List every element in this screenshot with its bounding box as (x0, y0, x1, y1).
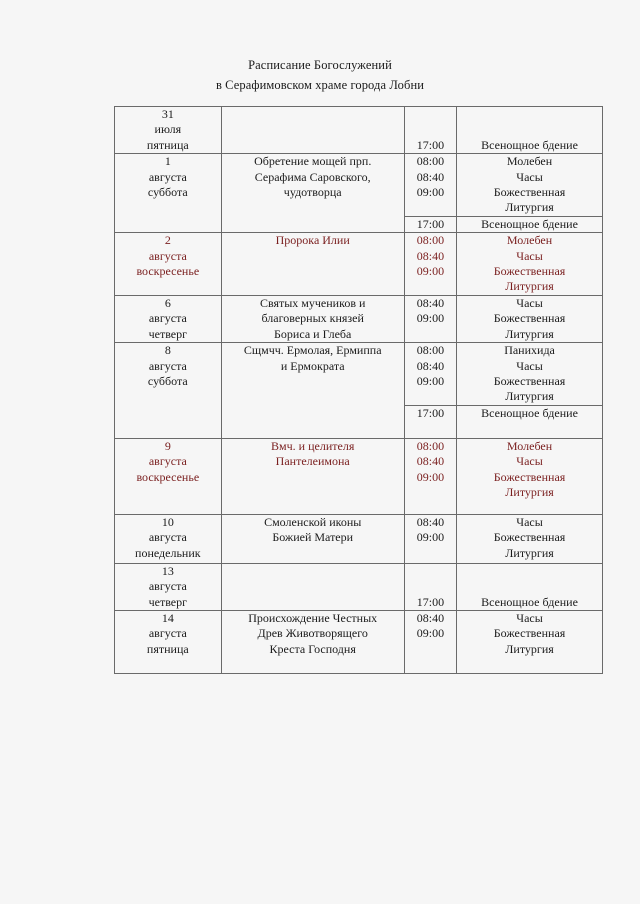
date-cell (115, 514, 222, 563)
service-time: 09:00 (416, 311, 445, 326)
table-row (115, 107, 603, 154)
time-cell (404, 216, 456, 232)
service-name: Панихида (504, 343, 555, 358)
feast-cell (221, 154, 404, 233)
service-name: Молебен (506, 154, 553, 169)
service-time: 08:40 (416, 514, 445, 529)
service-time: 17:00 (416, 216, 445, 231)
date-weekday: суббота (147, 185, 188, 200)
date-day: 13 (161, 563, 174, 578)
table-row (115, 610, 603, 673)
service-name: Литургия (505, 326, 554, 341)
time-cell (404, 405, 456, 438)
feast-line: Пророка Илии (275, 233, 350, 248)
service-time: 17:00 (416, 594, 445, 609)
date-cell (115, 154, 222, 233)
date-cell (115, 610, 222, 673)
schedule-subtitle: в Серафимовском храме города Лобни (215, 78, 425, 92)
schedule-table (114, 106, 603, 674)
service-name: Божественная (493, 185, 566, 200)
time-cell (404, 610, 456, 673)
feast-cell (221, 610, 404, 673)
feast-line: Сщмчч. Ермолая, Ермиппа (243, 343, 382, 358)
date-cell (115, 563, 222, 610)
time-cell (404, 438, 456, 514)
service-name: Литургия (505, 200, 554, 215)
service-time: 09:00 (416, 185, 445, 200)
date-day: 10 (161, 514, 174, 529)
feast-cell (221, 343, 404, 439)
service-cell (457, 438, 603, 514)
date-day: 8 (164, 343, 171, 358)
date-month: августа (148, 454, 187, 469)
feast-line: Смоленской иконы (264, 514, 362, 529)
service-time: 09:00 (416, 530, 445, 545)
date-month: августа (148, 248, 187, 263)
date-weekday: суббота (147, 373, 188, 388)
service-cell (457, 154, 603, 217)
date-month: августа (148, 530, 187, 545)
feast-line: Святых мучеников и (259, 295, 366, 310)
feast-line: Обретение мощей прп. (254, 154, 372, 169)
service-name: Божественная (493, 469, 566, 484)
date-day: 14 (161, 610, 174, 625)
date-cell (115, 233, 222, 296)
feast-cell (221, 438, 404, 514)
time-cell (404, 107, 456, 154)
date-weekday: понедельник (135, 545, 201, 560)
service-name: Литургия (505, 641, 554, 656)
feast-cell (221, 563, 404, 610)
time-cell (404, 563, 456, 610)
service-cell (457, 343, 603, 406)
feast-cell (221, 514, 404, 563)
feast-cell (221, 107, 404, 154)
service-name: Литургия (505, 545, 554, 560)
service-cell (457, 233, 603, 296)
service-cell (457, 405, 603, 438)
service-name: Литургия (505, 389, 554, 404)
service-name: Литургия (505, 484, 554, 499)
date-cell (115, 295, 222, 342)
date-day: 1 (164, 154, 171, 169)
table-row (115, 233, 603, 296)
service-cell (457, 514, 603, 563)
date-weekday: воскресенье (136, 469, 200, 484)
date-weekday: четверг (148, 326, 188, 341)
service-name: Часы (516, 514, 543, 529)
table-row (115, 514, 603, 563)
time-cell (404, 514, 456, 563)
service-name: Часы (516, 295, 543, 310)
service-cell (457, 216, 603, 232)
date-month: июля (154, 122, 182, 137)
date-cell (115, 343, 222, 439)
date-cell (115, 438, 222, 514)
table-row (115, 438, 603, 514)
service-time: 09:00 (416, 373, 445, 388)
service-time: 08:00 (416, 233, 445, 248)
date-weekday: пятница (146, 137, 189, 152)
date-month: августа (148, 579, 187, 594)
date-day: 9 (164, 438, 171, 453)
feast-line: Серафима Саровского, (254, 169, 371, 184)
service-name: Часы (516, 169, 543, 184)
time-cell (404, 343, 456, 406)
feast-line: благоверных князей (261, 311, 364, 326)
feast-line: Бориса и Глеба (274, 326, 352, 341)
service-name: Часы (516, 610, 543, 625)
service-time: 17:00 (416, 405, 445, 420)
service-time: 08:40 (416, 454, 445, 469)
service-time: 09:00 (416, 626, 445, 641)
feast-line: Пантелеимона (275, 454, 350, 469)
service-time: 08:00 (416, 154, 445, 169)
service-cell (457, 107, 603, 154)
date-weekday: четверг (148, 594, 188, 609)
schedule-title: Расписание Богослужений (248, 58, 392, 72)
service-time: 08:00 (416, 438, 445, 453)
table-row (115, 295, 603, 342)
date-day: 6 (164, 295, 171, 310)
table-row (115, 343, 603, 406)
service-name: Всенощное бдение (481, 405, 578, 420)
service-name: Всенощное бдение (481, 594, 578, 609)
feast-line: Древ Животворящего (257, 626, 368, 641)
service-time: 08:40 (416, 295, 445, 310)
service-name: Божественная (493, 264, 566, 279)
time-cell (404, 154, 456, 217)
service-time: 08:40 (416, 358, 445, 373)
date-day: 2 (164, 233, 171, 248)
service-cell (457, 295, 603, 342)
service-name: Божественная (493, 626, 566, 641)
service-name: Всенощное бдение (481, 137, 578, 152)
service-name: Молебен (506, 233, 553, 248)
feast-line: Креста Господня (269, 641, 356, 656)
date-day: 31 (161, 107, 174, 121)
service-time: 08:40 (416, 169, 445, 184)
feast-line: и Ермократа (280, 358, 345, 373)
service-name: Часы (516, 248, 543, 263)
service-time: 08:00 (416, 343, 445, 358)
feast-line: чудотворца (283, 185, 342, 200)
feast-line: Божией Матери (272, 530, 354, 545)
time-cell (404, 295, 456, 342)
time-cell (404, 233, 456, 296)
table-row (115, 563, 603, 610)
service-time: 09:00 (416, 469, 445, 484)
service-time: 08:40 (416, 610, 445, 625)
date-month: августа (148, 169, 187, 184)
service-time: 09:00 (416, 264, 445, 279)
service-cell (457, 563, 603, 610)
date-weekday: пятница (146, 641, 189, 656)
date-weekday: воскресенье (136, 264, 200, 279)
service-name: Всенощное бдение (481, 216, 578, 231)
service-name: Божественная (493, 373, 566, 388)
date-month: августа (148, 358, 187, 373)
service-time: 17:00 (416, 137, 445, 152)
date-month: августа (148, 311, 187, 326)
service-name: Божественная (493, 311, 566, 326)
feast-line: Происхождение Честных (248, 610, 378, 625)
date-month: августа (148, 626, 187, 641)
feast-cell (221, 233, 404, 296)
feast-cell (221, 295, 404, 342)
service-name: Литургия (505, 279, 554, 294)
feast-line: Вмч. и целителя (271, 438, 355, 453)
table-row (115, 154, 603, 217)
service-name: Божественная (493, 530, 566, 545)
service-cell (457, 610, 603, 673)
service-name: Часы (516, 454, 543, 469)
service-time: 08:40 (416, 248, 445, 263)
service-name: Молебен (506, 438, 553, 453)
date-cell (115, 107, 222, 154)
service-name: Часы (516, 358, 543, 373)
